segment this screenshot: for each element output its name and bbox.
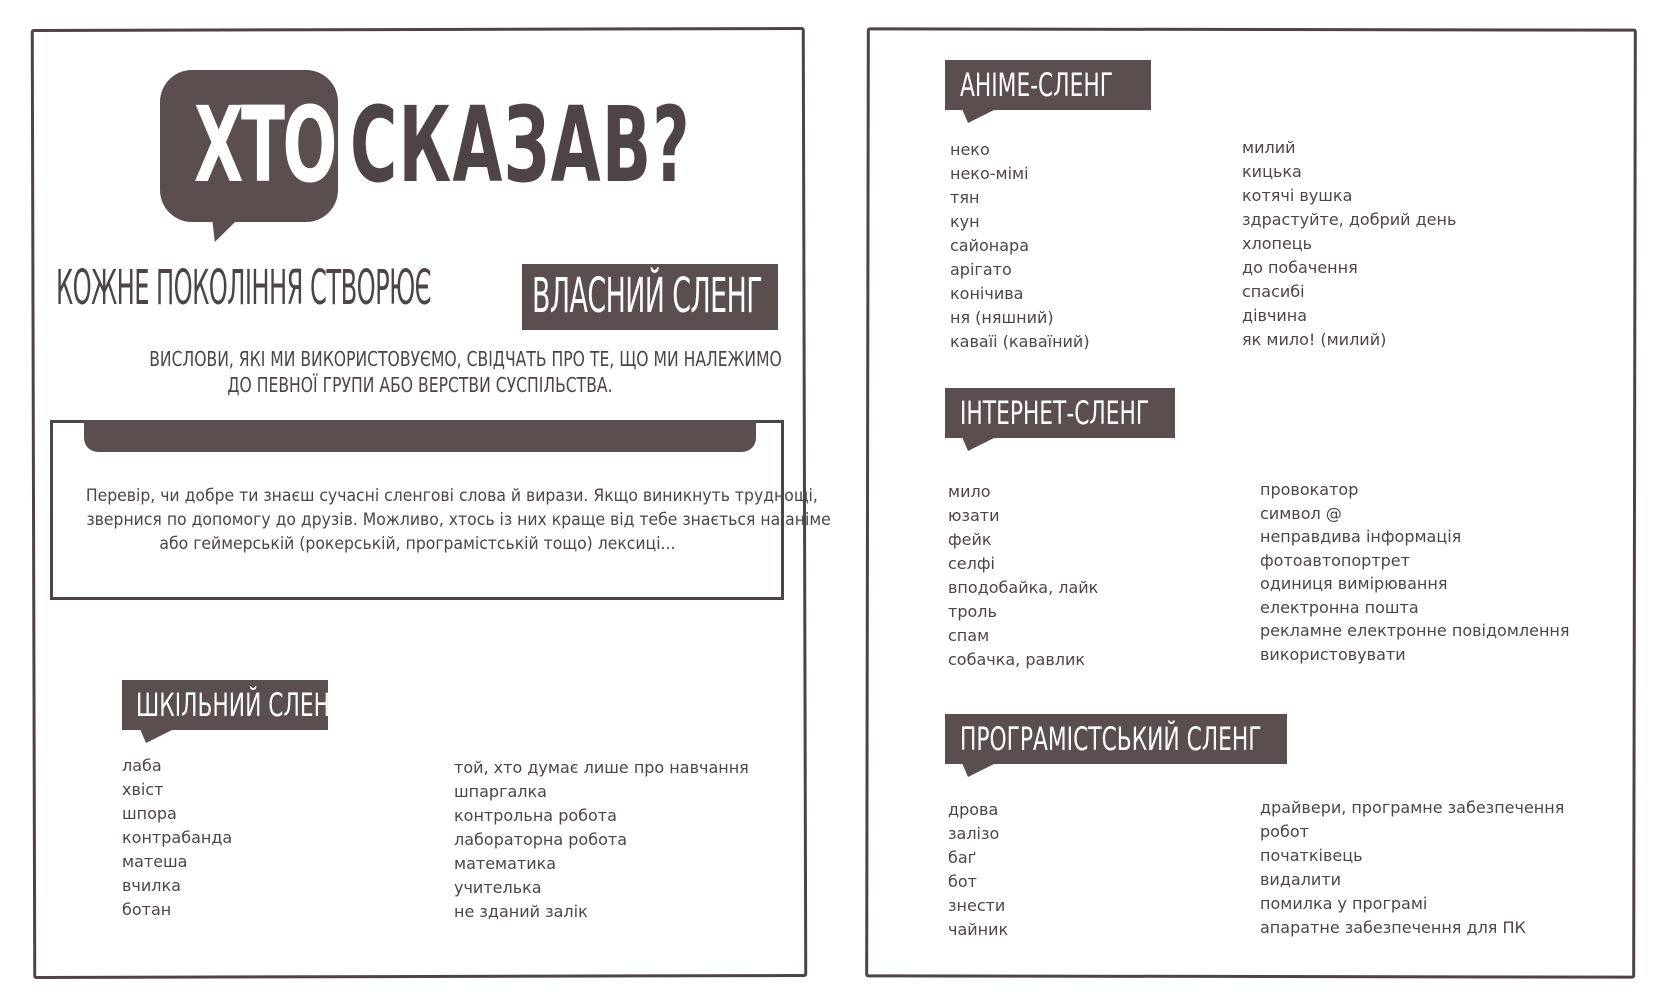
slang-meaning: хлопець (1242, 234, 1313, 253)
subtitle-highlight: ВЛАСНИЙ СЛЕНГ (532, 268, 763, 324)
slang-word: фейк (948, 530, 992, 549)
slang-meaning: кицька (1242, 162, 1302, 181)
slang-meaning: символ @ (1260, 503, 1342, 523)
note-box-header-bar (84, 420, 756, 452)
slang-word: чайник (948, 920, 1009, 939)
slang-word: ня (няшний) (950, 308, 1054, 327)
slang-word: знести (948, 896, 1006, 915)
slang-meaning: математика (454, 854, 557, 873)
slang-word: матеша (122, 852, 188, 871)
slang-meaning: не зданий залік (454, 902, 588, 921)
slang-meaning: здрастуйте, добрий день (1242, 210, 1457, 229)
slang-meaning: котячі вушка (1242, 186, 1353, 205)
slang-meaning: дівчина (1242, 306, 1308, 325)
slang-meaning: лабораторна робота (454, 830, 627, 849)
slang-meaning: драйвери, програмне забезпечення (1260, 798, 1565, 817)
slang-meaning: електронна пошта (1260, 597, 1419, 617)
section-label-internet-text: ІНТЕРНЕТ-СЛЕНГ (960, 394, 1150, 432)
label-tail (140, 729, 174, 743)
slang-word: вчилка (122, 876, 181, 895)
slang-meaning: як мило! (милий) (1242, 330, 1387, 349)
slang-word: баґ (948, 848, 977, 867)
label-tail (962, 437, 996, 451)
slang-word: лаба (122, 756, 162, 775)
slang-word: собачка, равлик (948, 650, 1086, 669)
slang-word: юзати (948, 506, 1000, 525)
slang-word: ботан (122, 900, 172, 919)
slang-word: сайонара (950, 236, 1030, 255)
slang-word: вподобайка, лайк (948, 578, 1099, 597)
slang-word: неко-мімі (950, 164, 1029, 183)
subtitle-plain: КОЖНЕ ПОКОЛІННЯ СТВОРЮЄ (56, 260, 431, 316)
slang-meaning: той, хто думає лише про навчання (454, 758, 749, 777)
slang-meaning: апаратне забезпечення для ПК (1260, 918, 1526, 937)
slang-meaning: милий (1242, 138, 1296, 157)
slang-meaning: спасибі (1242, 282, 1305, 301)
slang-word: арігато (950, 260, 1012, 279)
slang-meaning: початківець (1260, 846, 1363, 865)
slang-word: селфі (948, 554, 995, 573)
note-line: Перевір, чи добре ти знаєш сучасні сленгові слова й вирази. Якщо виникнуть труднощі, (85, 486, 818, 506)
slang-meaning: помилка у програмі (1260, 894, 1428, 913)
slang-word: шпора (122, 804, 177, 823)
slang-meaning: фотоавтопортрет (1260, 550, 1410, 570)
slang-meaning: видалити (1260, 870, 1342, 889)
label-tail (962, 763, 996, 777)
slang-meaning: робот (1260, 822, 1309, 841)
slang-word: каваїі (каваїний) (950, 332, 1090, 351)
slang-meaning: шпаргалка (454, 782, 547, 801)
note-line: або геймерській (рокерській, програмістській тощо) лексиці... (158, 534, 676, 554)
note-line: звернися по допомогу до друзів. Можливо, хтось із них краще від тебе знається на аніме (86, 510, 831, 530)
slang-meaning: рекламне електронне повідомлення (1260, 621, 1570, 640)
slang-word: дрова (948, 800, 999, 819)
section-label-programmer-text: ПРОГРАМІСТСЬКИЙ СЛЕНГ (960, 720, 1262, 758)
section-label-anime-text: АНІМЕ-СЛЕНГ (960, 66, 1113, 104)
title-word-who: ХТО (193, 84, 335, 206)
slang-meaning: провокатор (1260, 480, 1359, 499)
slang-word: кун (950, 212, 980, 231)
slang-word: конічива (950, 284, 1024, 303)
slang-word: тян (950, 188, 980, 207)
slang-word: бот (948, 872, 977, 891)
slang-meaning: до побачення (1242, 258, 1358, 277)
slang-meaning: учителька (454, 878, 542, 897)
label-tail (962, 109, 996, 123)
slang-meaning: неправдива інформація (1260, 527, 1462, 546)
section-label-school-text: ШКІЛЬНИЙ СЛЕНГ (136, 686, 344, 724)
slang-word: залізо (948, 824, 1000, 843)
slang-word: троль (948, 602, 997, 621)
slang-word: мило (948, 482, 991, 501)
slang-meaning: використовувати (1260, 644, 1406, 664)
title-word-said: СКАЗАВ? (350, 84, 691, 206)
slang-word: контрабанда (122, 828, 233, 847)
slang-word: неко (950, 140, 990, 159)
slang-word: спам (948, 626, 990, 645)
slang-meaning: одиниця вимірювання (1260, 574, 1448, 593)
slang-word: хвіст (122, 780, 164, 799)
slang-meaning: контрольна робота (454, 806, 617, 825)
intro-line: ВИСЛОВИ, ЯКІ МИ ВИКОРИСТОВУЄМО, СВІДЧАТЬ ПРО ТЕ, ЩО МИ НАЛЕЖИМО (149, 347, 782, 371)
intro-line: ДО ПЕВНОЇ ГРУПИ АБО ВЕРСТВИ СУСПІЛЬСТВА. (227, 373, 613, 397)
